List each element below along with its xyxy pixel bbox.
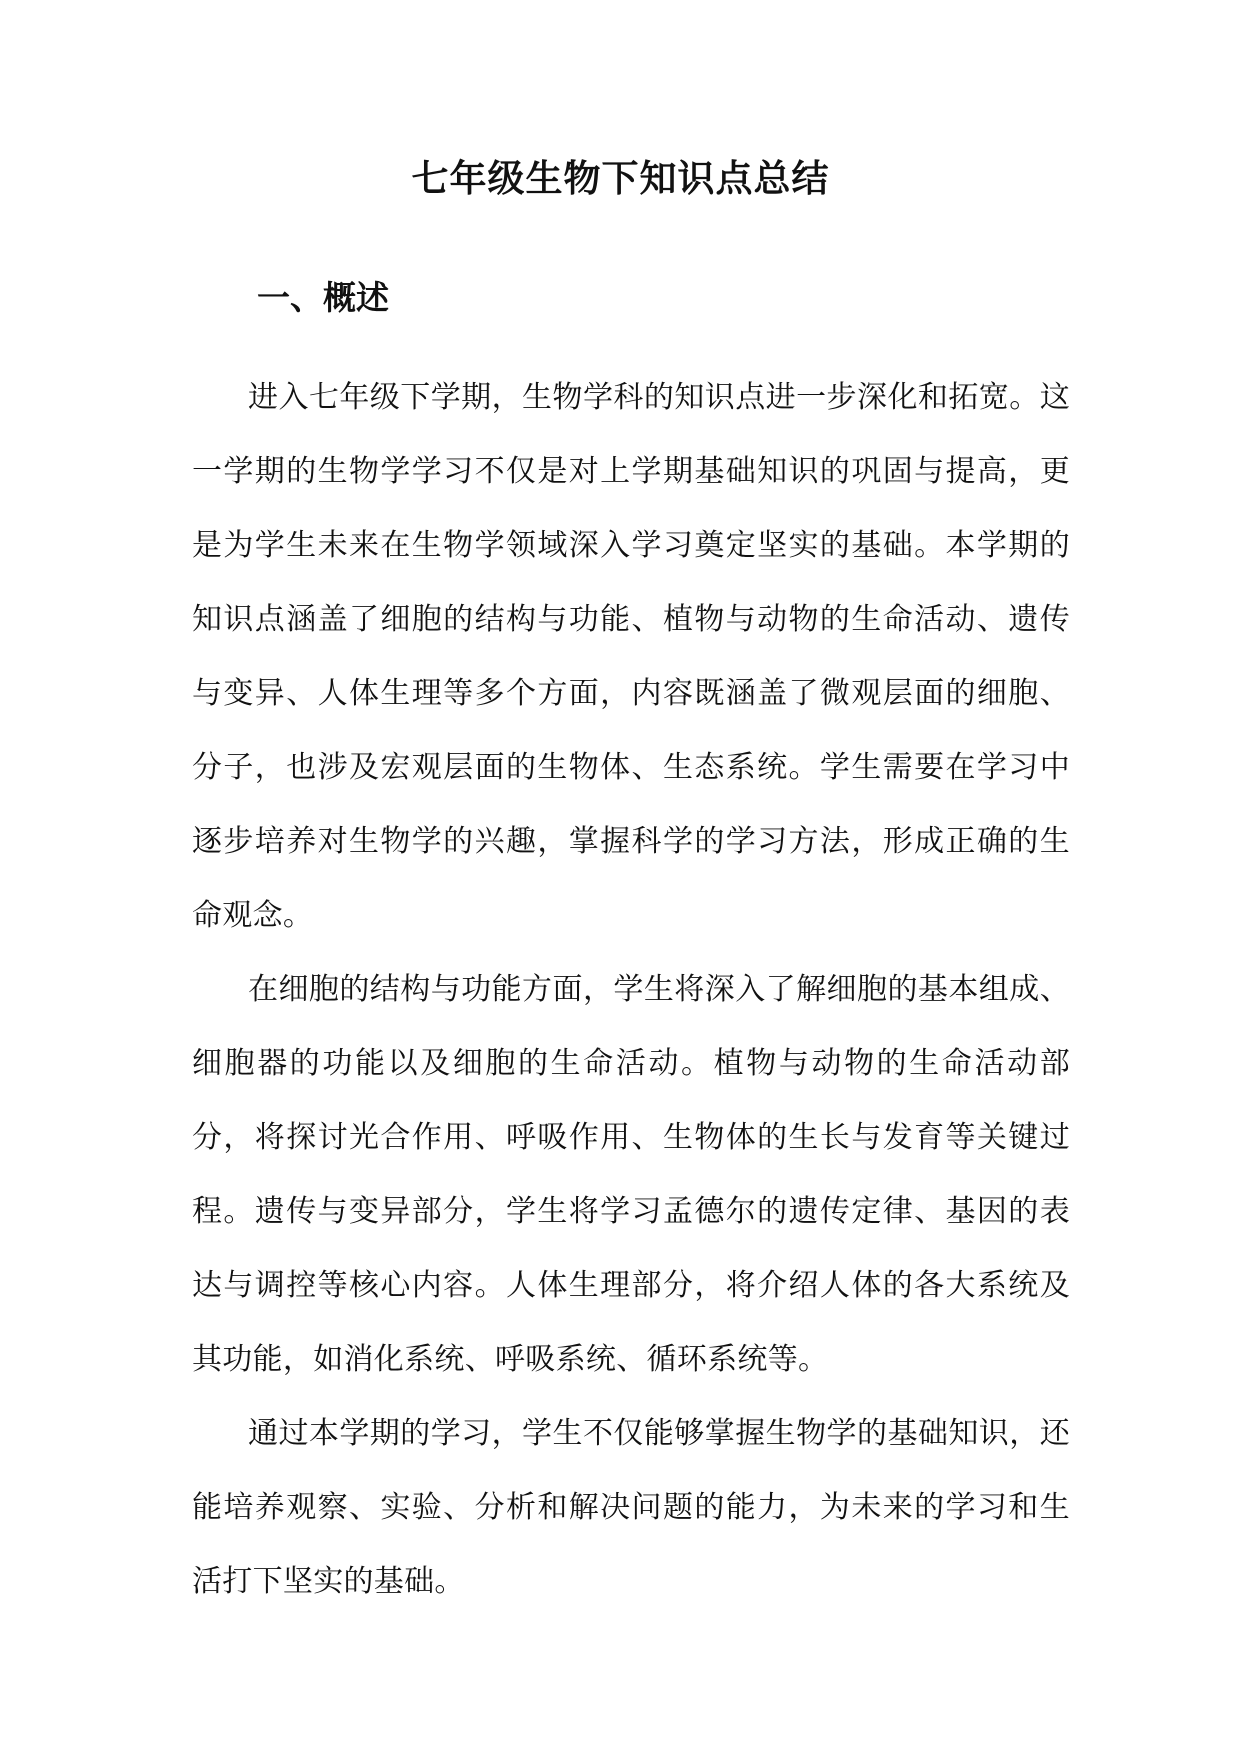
document-title: 七年级生物下知识点总结	[411, 156, 830, 200]
section-heading: 一、概述	[257, 278, 389, 317]
body-text	[192, 361, 1070, 1619]
paragraph-conclusion: 通过本学期的学习，学生不仅能够掌握生物学的基础知识，还能培养观察、实验、分析和解决问题的能力，为未来的学习和生活打下坚实的基础。	[192, 1416, 1070, 1599]
paragraph-topics: 在细胞的结构与功能方面，学生将深入了解细胞的基本组成、细胞器的功能以及细胞的生命活动。植物与动物的生命活动部分，将探讨光合作用、呼吸作用、生物体的生长与发育等关键过程。遗传与变异部分，学生将学习孟德尔的遗传定律、基因的表达与调控等核心内容。人体生理部分，将介绍人体的各大系统及其功能，如消化系统、呼吸系统、循环系统等。	[192, 972, 1070, 1377]
paragraph-overview: 进入七年级下学期，生物学科的知识点进一步深化和拓宽。这一学期的生物学学习不仅是对上学期基础知识的巩固与提高，更是为学生未来在生物学领域深入学习奠定坚实的基础。本学期的知识点涵盖了细胞的结构与功能、植物与动物的生命活动、遗传与变异、人体生理等多个方面，内容既涵盖了微观层面的细胞、分子，也涉及宏观层面的生物体、生态系统。学生需要在学习中逐步培养对生物学的兴趣，掌握科学的学习方法，形成正确的生命观念。	[192, 380, 1070, 933]
